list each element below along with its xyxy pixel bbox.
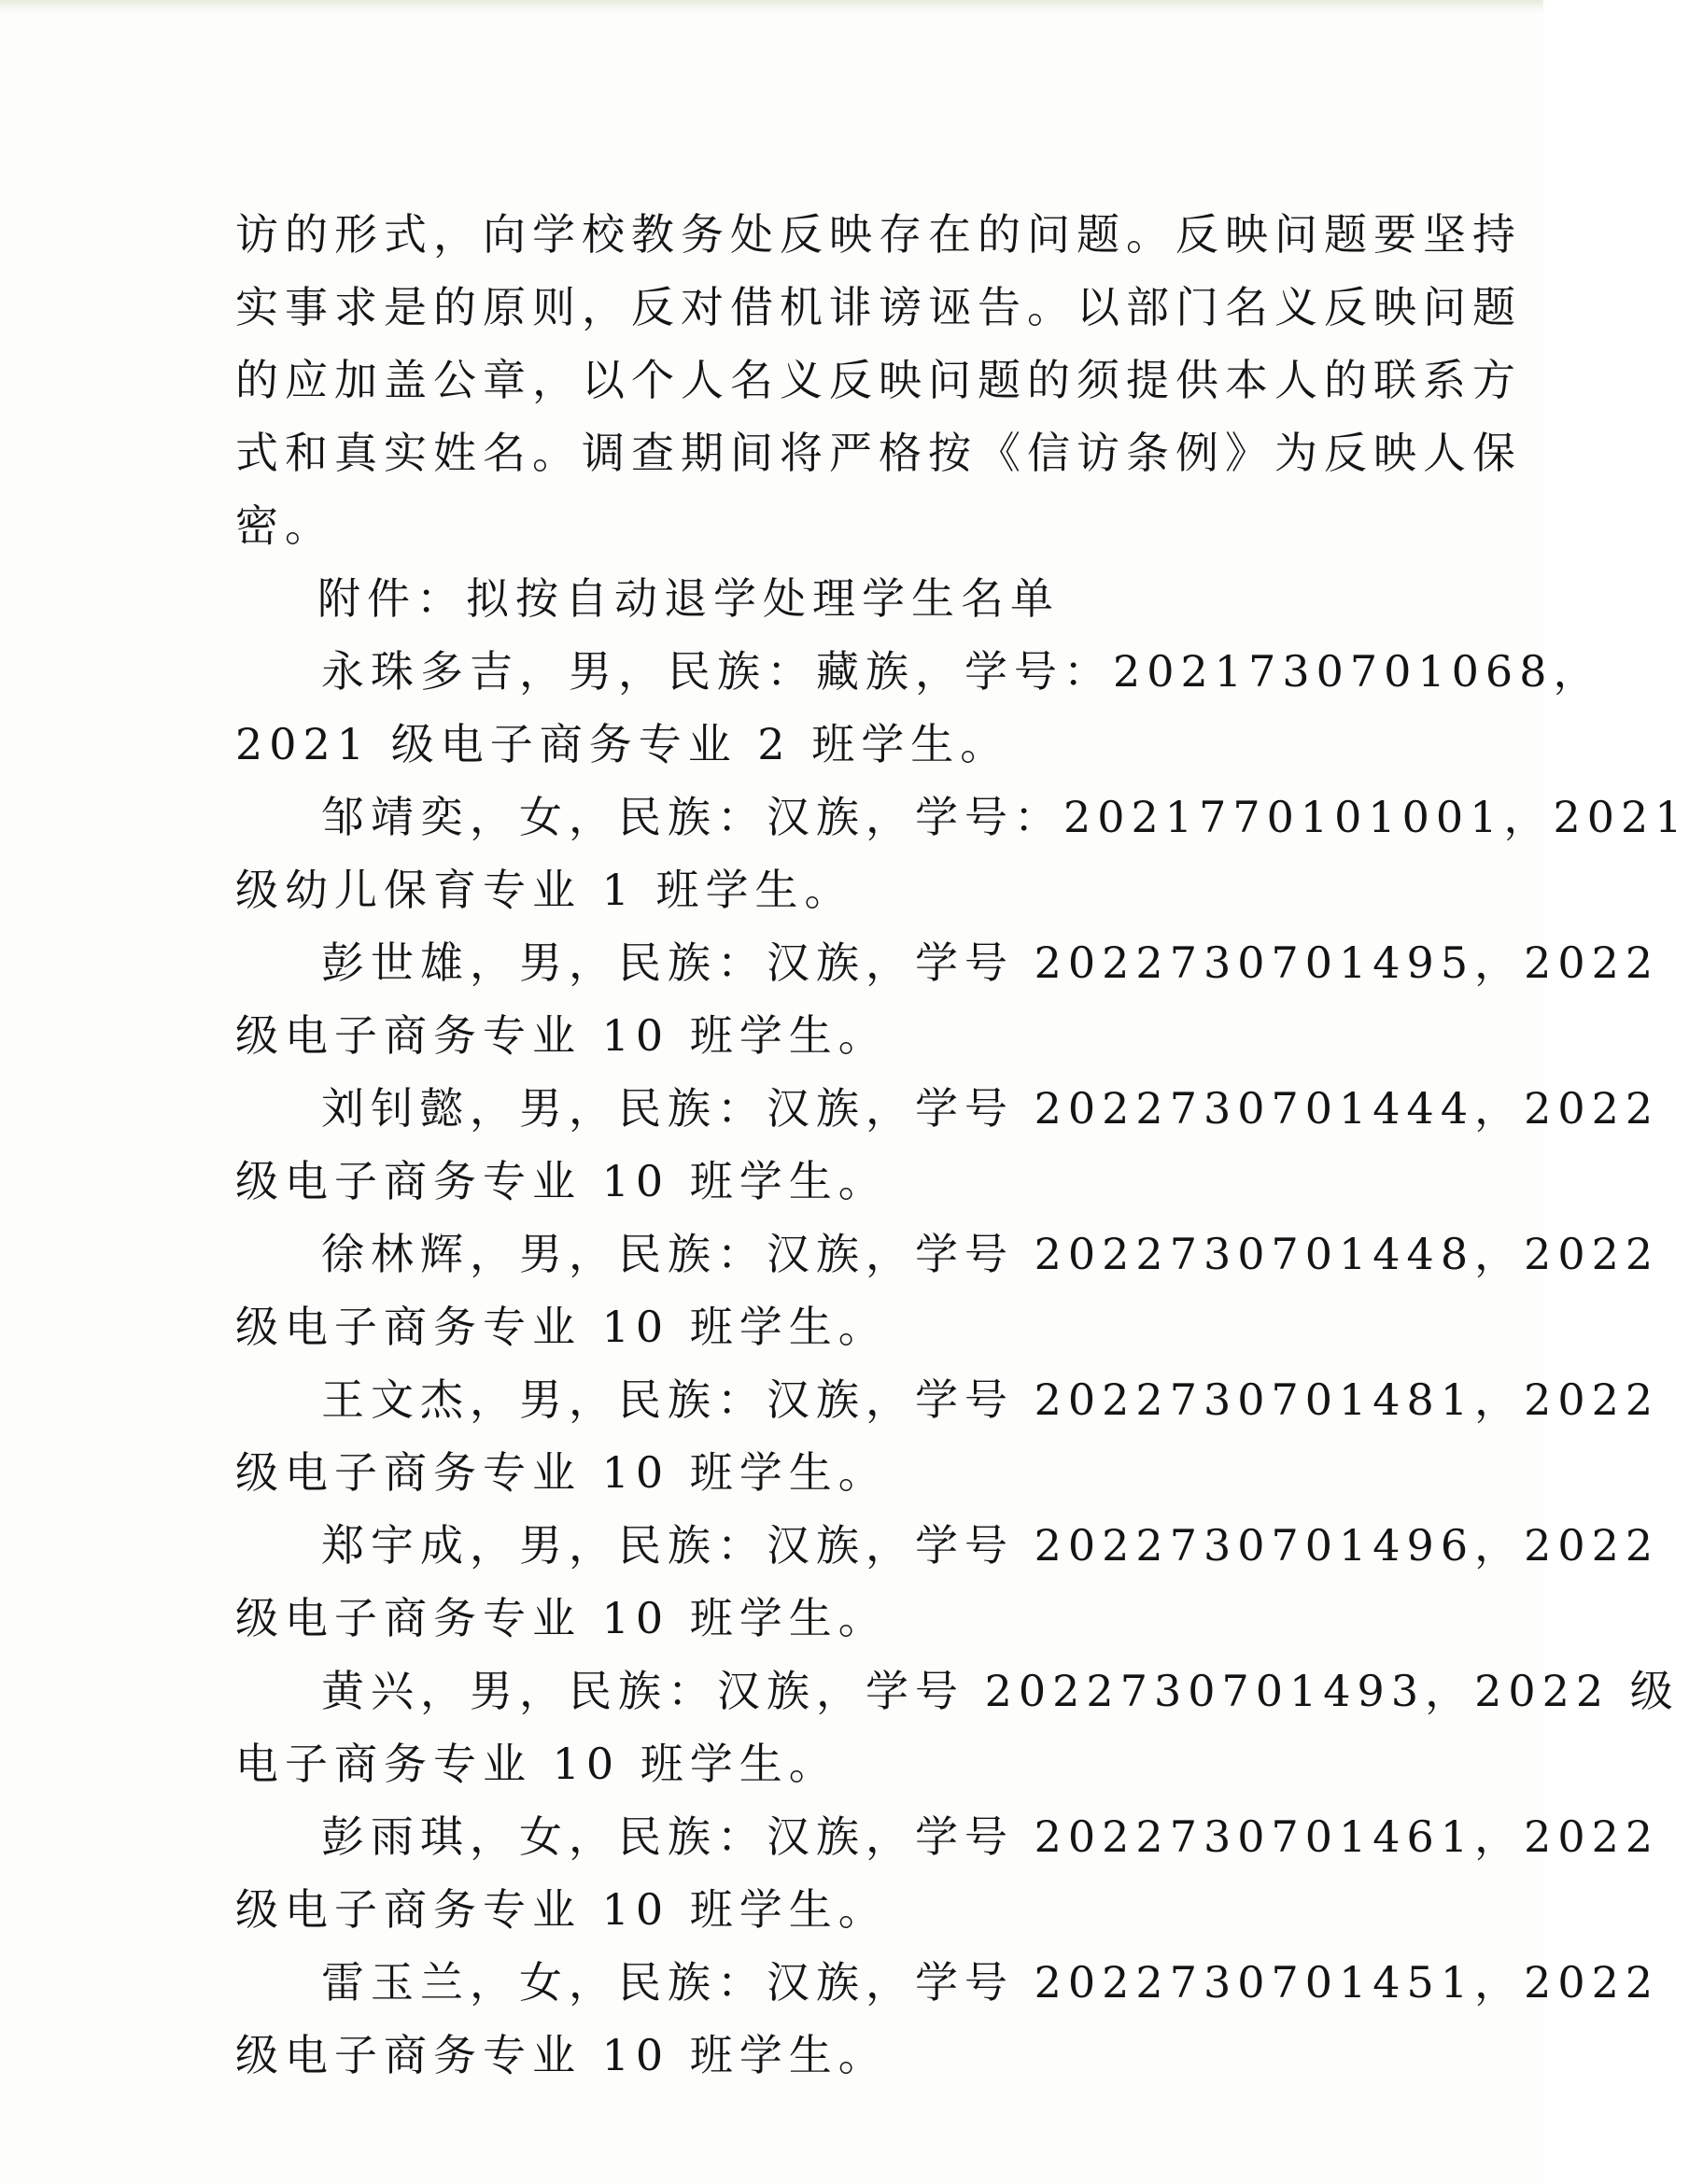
- student-line1: 黄兴，男，民族：汉族，学号 2022730701493，2022 级: [321, 1666, 1680, 1716]
- student-line2: 级电子商务专业 10 班学生。: [235, 2030, 888, 2080]
- intro-line: 实事求是的原则，反对借机诽谤诬告。以部门名义反映问题: [235, 282, 1522, 332]
- student-line2: 电子商务专业 10 班学生。: [235, 1739, 838, 1789]
- intro-line: 密。: [235, 500, 334, 551]
- student-entry: [235, 1363, 1660, 1509]
- student-line1: 王文杰，男，民族：汉族，学号 2022730701481，2022: [321, 1374, 1660, 1425]
- student-line2: 级幼儿保育专业 1 班学生。: [235, 865, 854, 915]
- student-line1: 郑宇成，男，民族：汉族，学号 2022730701496，2022: [321, 1520, 1660, 1571]
- document-body: [235, 198, 1689, 2092]
- scan-top-edge: [0, 0, 1543, 13]
- intro-line: 的应加盖公章，以个人名义反映问题的须提供本人的联系方: [235, 355, 1522, 405]
- student-line1: 雷玉兰，女，民族：汉族，学号 2022730701451，2022: [321, 1957, 1660, 2008]
- student-entry: [235, 1800, 1660, 1946]
- student-line2: 级电子商务专业 10 班学生。: [235, 1156, 888, 1206]
- student-entry: [235, 1655, 1680, 1800]
- student-line1: 邹靖奕，女，民族：汉族，学号：2021770101001，2021: [321, 792, 1689, 842]
- student-line1: 彭世雄，男，民族：汉族，学号 2022730701495，2022: [321, 937, 1660, 988]
- student-line1: 徐林辉，男，民族：汉族，学号 2022730701448，2022: [321, 1229, 1660, 1279]
- student-line1: 刘钊懿，男，民族：汉族，学号 2022730701444，2022: [321, 1083, 1660, 1134]
- student-entry: [235, 1509, 1660, 1655]
- intro-paragraph: [235, 198, 1522, 562]
- student-entry: [235, 1946, 1660, 2092]
- student-line2: 级电子商务专业 10 班学生。: [235, 1302, 888, 1352]
- student-entry: [235, 635, 1603, 781]
- attachment-title: 附件：拟按自动退学处理学生名单: [317, 573, 1060, 624]
- student-line2: 级电子商务专业 10 班学生。: [235, 1593, 888, 1643]
- student-entry: [235, 926, 1660, 1072]
- student-entry: [235, 781, 1689, 926]
- student-line2: 级电子商务专业 10 班学生。: [235, 1884, 888, 1935]
- student-line2: 级电子商务专业 10 班学生。: [235, 1447, 888, 1498]
- intro-line: 访的形式，向学校教务处反映存在的问题。反映问题要坚持: [235, 209, 1522, 260]
- student-line1: 彭雨琪，女，民族：汉族，学号 2022730701461，2022: [321, 1811, 1660, 1862]
- student-line1: 永珠多吉，男，民族：藏族，学号：2021730701068，: [321, 646, 1603, 697]
- student-line2: 级电子商务专业 10 班学生。: [235, 1010, 888, 1061]
- student-line2: 2021 级电子商务专业 2 班学生。: [235, 719, 1010, 769]
- student-entry: [235, 1218, 1660, 1363]
- student-entry: [235, 1072, 1660, 1218]
- intro-line: 式和真实姓名。调查期间将严格按《信访条例》为反映人保: [235, 428, 1522, 478]
